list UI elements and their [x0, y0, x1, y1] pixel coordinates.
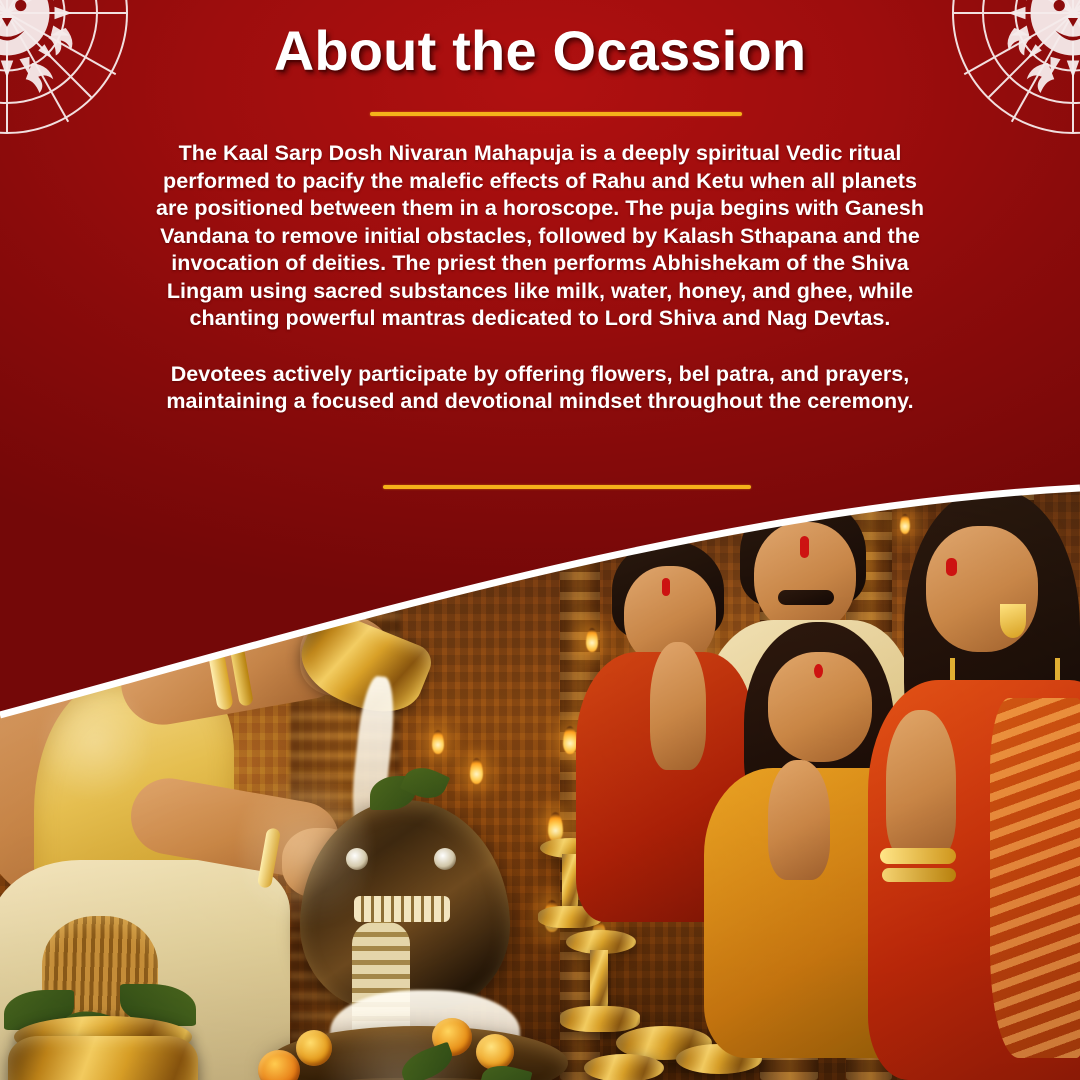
mother-bindi: [946, 558, 957, 576]
saree-gold-border: [990, 698, 1080, 1058]
ritual-photo: [0, 430, 1080, 1080]
boy-praying-hands: [650, 642, 706, 770]
naga-eye: [434, 848, 456, 870]
girl-praying-hands: [768, 760, 830, 880]
mother-praying-hands: [886, 710, 956, 860]
about-paragraph-1: The Kaal Sarp Dosh Nivaran Mahapuja is a deeply spiritual Vedic ritual performed to pacify the malefic effects of Rahu and Ketu when all planets are positioned between them in a horoscope. The puja begins with Ganesh Vandana to remove initial obstacles, followed by Kalash Sthapana and the invocation of deities. The priest then performs Abhishekam of the Shiva Lingam using sacred substances like milk, water, honey, and ghee, while chanting powerful mantras dedicated to Lord Shiva and Nag Devtas.: [155, 141, 925, 330]
offering-plate: [584, 1054, 664, 1080]
diya-flame: [470, 758, 483, 784]
temple-scene: [0, 430, 1080, 1080]
gold-divider-top: [370, 112, 742, 116]
marigold-flower: [476, 1034, 514, 1070]
brass-lamp-stand: [590, 950, 608, 1010]
mother-bangle: [880, 848, 956, 864]
father-moustache: [778, 590, 834, 605]
brass-lamp-stand: [560, 1006, 640, 1032]
incense-smoke: [240, 760, 370, 940]
mother-earring: [1000, 604, 1026, 638]
boy-tilak: [662, 578, 670, 596]
diya-flame: [563, 726, 577, 754]
father-tilak: [800, 536, 809, 558]
page-title-container: [0, 19, 1080, 82]
about-text-block: [150, 140, 930, 416]
page-title: About the Ocassion: [273, 19, 807, 82]
about-paragraph-2: Devotees actively participate by offering flowers, bel patra, and prayers, maintaining a focused and devotional mindset throughout the ceremony.: [166, 361, 914, 413]
diya-flame: [432, 730, 444, 754]
marigold-flower: [296, 1030, 332, 1066]
brass-kalash: [8, 1036, 198, 1080]
mother-bangle: [882, 868, 956, 882]
girl-tilak: [814, 664, 823, 678]
diya-flame: [900, 514, 910, 534]
gold-divider-bottom: [383, 485, 751, 489]
diya-flame: [586, 628, 598, 652]
incense-smoke: [40, 678, 150, 808]
naga-mouth: [354, 896, 450, 922]
